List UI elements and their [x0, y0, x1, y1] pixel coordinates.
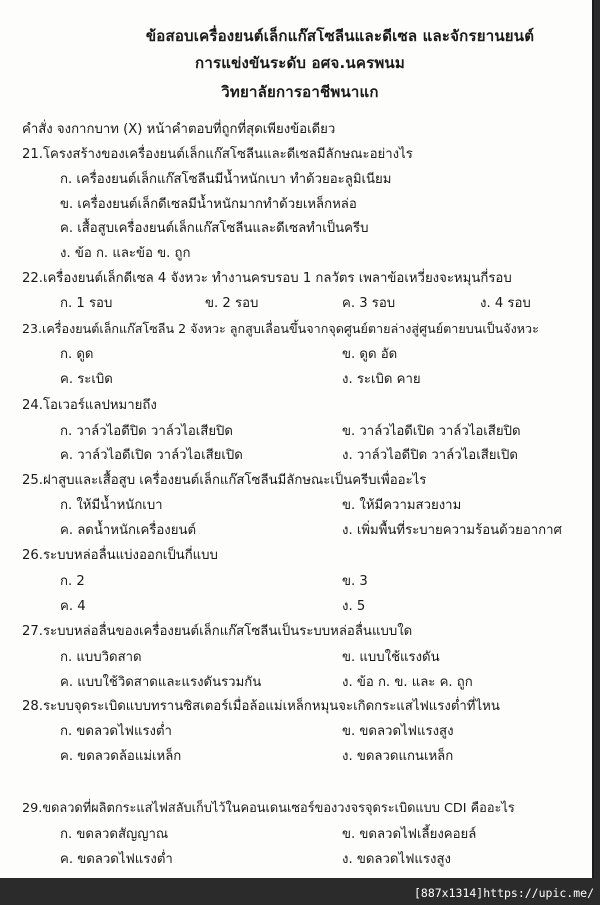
option: ค. เสื้อสูบเครื่องยนต์เล็กแก๊สโซลีนและดีเซลทำเป็นครีบ — [60, 221, 369, 236]
question-27: 27.ระบบหล่อลื่นของเครื่องยนต์เล็กแก๊สโซลีนเป็นระบบหล่อลื่นแบบใด — [22, 624, 413, 639]
option: ก. ขดลวดไฟแรงต่ำ — [60, 724, 172, 739]
option: ข. ดูด อัด — [342, 347, 398, 362]
option: ค. 4 — [60, 599, 86, 614]
option: ค. 3 รอบ — [342, 296, 396, 311]
option: ก. 2 — [60, 574, 85, 589]
option: ค. แบบใช้วิดสาดและแรงดันรวมกัน — [60, 675, 262, 690]
question-26: 26.ระบบหล่อลื่นแบ่งออกเป็นกี่แบบ — [22, 548, 218, 563]
option: ก. ให้มีน้ำหนักเบา — [60, 498, 163, 513]
option: ก. ขดลวดสัญญาณ — [60, 827, 169, 842]
option: ก. 1 รอบ — [60, 296, 113, 311]
option: ข. ขดลวดไฟแรงสูง — [342, 724, 454, 739]
option: ง. ข้อ ก. และข้อ ข. ถูก — [60, 246, 191, 261]
option: ง. เพิ่มพื้นที่ระบายความร้อนด้วยอากาศ — [342, 523, 562, 538]
watermark-link[interactable]: [887x1314]https://upic.me/ — [413, 886, 594, 900]
school-name: วิทยาลัยการอาชีพนาแก — [221, 83, 379, 101]
question-24: 24.โอเวอร์แลปหมายถึง — [22, 398, 157, 413]
exam-title: ข้อสอบเครื่องยนต์เล็กแก๊สโซลีนและดีเซล และจักรยานยนต์ — [145, 27, 535, 45]
instruction-text: คำสั่ง จงกากบาท (X) หน้าคำตอบที่ถูกที่สุดเพียงข้อเดียว — [22, 122, 336, 137]
option: ก. แบบวิดสาด — [60, 650, 142, 665]
option: ง. ข้อ ก. ข. และ ค. ถูก — [342, 675, 473, 690]
option: ง. ขดลวดแกนเหล็ก — [342, 749, 454, 764]
question-28: 28.ระบบจุดระเบิดแบบทรานซิสเตอร์เมื่อล้อแม่เหล็กหมุนจะเกิดกระแสไฟแรงต่ำที่ไหน — [22, 699, 500, 714]
option: ข. 3 — [342, 574, 368, 589]
option: ค. ระเบิด — [60, 372, 113, 387]
option: ก. วาล์วไอดีปิด วาล์วไอเสียปิด — [60, 424, 233, 439]
footer-bar — [0, 878, 600, 905]
option: ข. เครื่องยนต์เล็กดีเซลมีน้ำหนักมากทำด้วยเหล็กหล่อ — [60, 197, 357, 212]
option: ง. ขดลวดไฟแรงสูง — [342, 852, 451, 867]
option: ก. เครื่องยนต์เล็กแก๊สโซลีนมีน้ำหนักเบา ทำด้วยอะลูมิเนียม — [60, 172, 392, 187]
option: ข. 2 รอบ — [205, 296, 259, 311]
option: ง. ระเบิด คาย — [342, 372, 421, 387]
option: ก. ดูด — [60, 347, 94, 362]
option: ค. วาล์วไอดีเปิด วาล์วไอเสียเปิด — [60, 448, 243, 463]
competition-subtitle: การแข่งขันระดับ อศจ.นครพนม — [195, 54, 405, 72]
option: ง. 5 — [342, 599, 366, 614]
option: ง. 4 รอบ — [480, 296, 531, 311]
question-25: 25.ฝาสูบและเสื้อสูบ เครื่องยนต์เล็กแก๊สโซลีนมีลักษณะเป็นครีบเพื่ออะไร — [22, 473, 427, 488]
question-23: 23.เครื่องยนต์เล็กแก๊สโซลีน 2 จังหวะ ลูกสูบเลื่อนขึ้นจากจุดศูนย์ตายล่างสู่ศูนย์ตายบนเป็นจังหวะ — [22, 321, 539, 336]
option: ข. วาล์วไอดีเปิด วาล์วไอเสียปิด — [342, 424, 521, 439]
option: ข. ขดลวดไฟเลี้ยงคอยล์ — [342, 827, 477, 842]
question-21: 21.โครงสร้างของเครื่องยนต์เล็กแก๊สโซลีนและดีเซลมีลักษณะอย่างไร — [22, 147, 413, 162]
question-29: 29.ขดลวดที่ผลิตกระแสไฟสลับเก็บไว้ในคอนเดนเซอร์ของวงจรจุดระเบิดแบบ CDI คืออะไร — [22, 801, 515, 816]
option: ค. ขดลวดไฟแรงต่ำ — [60, 852, 173, 867]
option: ค. ลดน้ำหนักเครื่องยนต์ — [60, 523, 197, 538]
option: ข. ให้มีความสวยงาม — [342, 498, 462, 513]
option: ง. วาล์วไอดีปิด วาล์วไอเสียเปิด — [342, 448, 518, 463]
option: ค. ขดลวดล้อแม่เหล็ก — [60, 749, 182, 764]
option: ข. แบบใช้แรงดัน — [342, 650, 440, 665]
question-22: 22.เครื่องยนต์เล็กดีเซล 4 จังหวะ ทำงานครบรอบ 1 กลวัตร เพลาข้อเหวี่ยงจะหมุนกี่รอบ — [22, 271, 512, 286]
